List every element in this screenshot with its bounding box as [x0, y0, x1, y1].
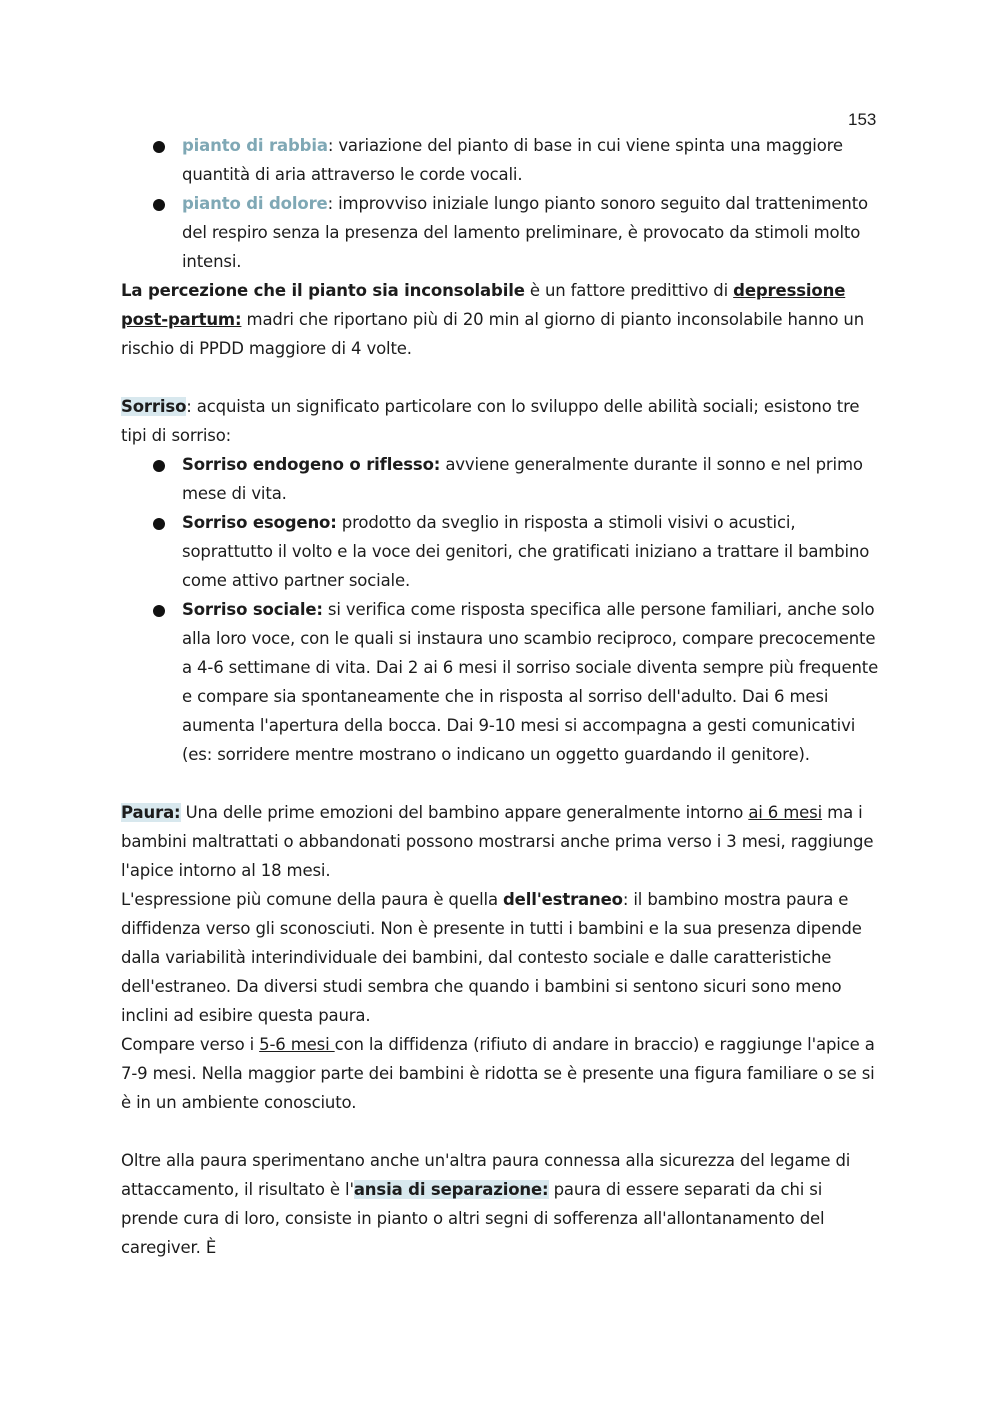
- fear-age-6-months: ai 6 mesi: [748, 803, 823, 822]
- stranger-text-b: : il bambino mostra paura e diffidenza verso gli sconosciuti. Non è presente in tutti i bambini e la sua presenza dipende dalla variabilità interindividuale dei bambini, dal contesto sociale e dalle caratteristiche dell'estraneo. Da diversi studi sembra che quando i bambini si sentono sicuri sono meno inclini ad esibire questa paura.: [121, 890, 862, 1025]
- fear-text-a: Una delle prime emozioni del bambino appare generalmente intorno: [180, 803, 749, 822]
- term-paura: Paura:: [121, 803, 181, 822]
- separation-anxiety-paragraph: [121, 1146, 881, 1262]
- term-estraneo: dell'estraneo: [503, 890, 623, 909]
- smile-intro-text: : acquista un significato particolare con lo sviluppo delle abilità sociali; esistono tre tipi di sorriso:: [121, 397, 860, 445]
- stranger-text-a: L'espressione più comune della paura è quella: [121, 890, 503, 909]
- crying-types-list: [121, 131, 881, 276]
- list-item-text: si verifica come risposta specifica alle persone familiari, anche solo alla loro voce, con le quali si instaura uno scambio reciproco, compare precocemente a 4-6 settimane di vita. Dai 2 ai 6 mesi il sorriso sociale diventa sempre più frequente e compare sia spontaneamente che in risposta al sorriso dell'adulto. Dai 6 mesi aumenta l'apertura della bocca. Dai 9-10 mesi si accompagna a gesti comunicativi (es: sorridere mentre mostrano o indicano un oggetto guardando il genitore).: [182, 600, 879, 764]
- inconsolable-bold: La percezione che il pianto sia inconsolabile: [121, 281, 525, 300]
- onset-age-5-6-months: 5-6 mesi: [259, 1035, 335, 1054]
- list-item: [121, 189, 881, 276]
- list-item-text: prodotto da sveglio in risposta a stimoli visivi o acustici, soprattutto il volto e la voce dei genitori, che gratificati iniziano a trattare il bambino come attivo partner sociale.: [182, 513, 870, 590]
- depression-term: depressione post-partum:: [121, 281, 846, 329]
- list-item-text: : improvviso iniziale lungo pianto sonoro seguito dal trattenimento del respiro senza la presenza del lamento preliminare, è provocato da stimoli molto intensi.: [182, 194, 868, 271]
- list-item: [121, 131, 881, 189]
- inconsolable-paragraph: [121, 276, 881, 363]
- list-item-text: avviene generalmente durante il sonno e nel primo mese di vita.: [182, 455, 863, 503]
- list-item: [121, 595, 881, 769]
- list-item: [121, 508, 881, 595]
- fear-paragraph: [121, 798, 881, 885]
- term-sorriso-endogeno: Sorriso endogeno o riflesso:: [182, 455, 441, 474]
- separation-text-a: Oltre alla paura sperimentano anche un'altra paura connessa alla sicurezza del legame di attaccamento, il risultato è l': [121, 1151, 851, 1199]
- list-item: [121, 450, 881, 508]
- smile-intro: [121, 392, 881, 450]
- smile-types-list: [121, 450, 881, 769]
- document-body: [121, 131, 881, 1262]
- term-pianto-di-dolore: pianto di dolore: [182, 194, 328, 213]
- onset-text-b: con la diffidenza (rifiuto di andare in braccio) e raggiunge l'apice a 7-9 mesi. Nella maggior parte dei bambini è ridotta se è presente una figura familiare o se si è in un ambiente conosciuto.: [121, 1035, 875, 1112]
- stranger-fear-paragraph: [121, 885, 881, 1030]
- inconsolable-mid: è un fattore predittivo di: [524, 281, 734, 300]
- fear-text-b: ma i bambini maltrattati o abbandonati possono mostrarsi anche prima verso i 3 mesi, raggiunge l'apice intorno al 18 mesi.: [121, 803, 874, 880]
- spacer: [121, 769, 881, 798]
- onset-text-a: Compare verso i: [121, 1035, 260, 1054]
- page-number: 153: [848, 110, 877, 129]
- term-sorriso-sociale: Sorriso sociale:: [182, 600, 323, 619]
- term-pianto-di-rabbia: pianto di rabbia: [182, 136, 328, 155]
- spacer: [121, 363, 881, 392]
- term-sorriso: Sorriso: [121, 397, 187, 416]
- spacer: [121, 1117, 881, 1146]
- term-ansia-di-separazione: ansia di separazione:: [353, 1180, 549, 1199]
- term-sorriso-esogeno: Sorriso esogeno:: [182, 513, 337, 532]
- list-item-text: : variazione del pianto di base in cui viene spinta una maggiore quantità di aria attraverso le corde vocali.: [182, 136, 843, 184]
- onset-paragraph: [121, 1030, 881, 1117]
- separation-text-b: paura di essere separati da chi si prende cura di loro, consiste in pianto o altri segni di sofferenza all'allontanamento del caregiver. È: [121, 1180, 825, 1257]
- inconsolable-rest: madri che riportano più di 20 min al giorno di pianto inconsolabile hanno un rischio di PPDD maggiore di 4 volte.: [121, 310, 865, 358]
